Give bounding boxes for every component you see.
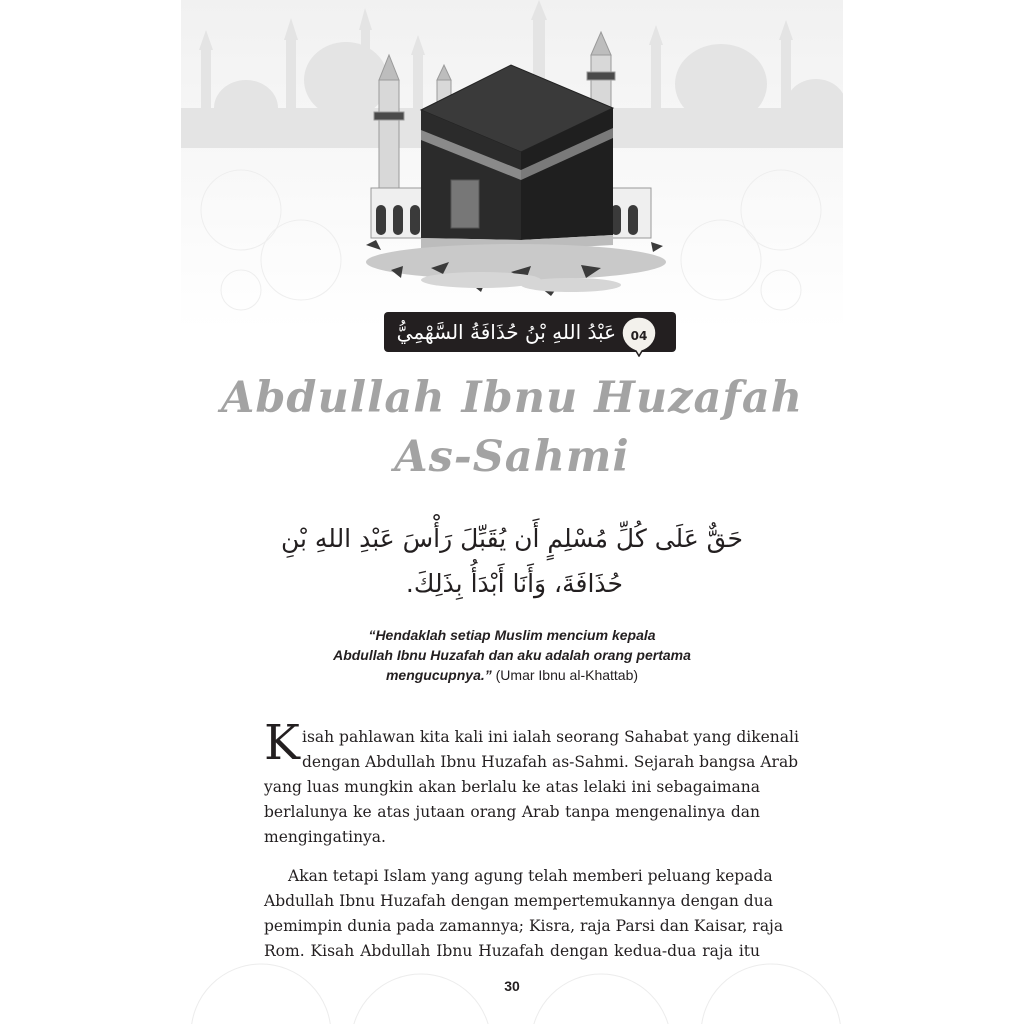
kaaba-illustration bbox=[181, 0, 843, 310]
body-line: Akan tetapi Islam yang agung telah memberi peluang kepada bbox=[288, 867, 773, 885]
arabic-quote-line2: حُذَافَةَ، وَأَنَا أَبْدَأُ بِذَلِكَ. bbox=[405, 569, 623, 598]
body-line: pemimpin dunia pada zamannya; Kisra, raja Parsi dan Kaisar, raja bbox=[264, 917, 784, 935]
body-line: dengan Abdullah Ibnu Huzafah as-Sahmi. Sejarah bangsa Arab bbox=[302, 753, 799, 771]
arabic-name-heading: عَبْدُ اللهِ بْنُ حُذَافَةُ السَّهْمِيُّ bbox=[396, 320, 616, 344]
body-line: berlalunya ke atas jutaan orang Arab tanpa mengenalinya dan bbox=[264, 803, 760, 821]
translation-line1: “Hendaklah setiap Muslim mencium kepala bbox=[368, 627, 656, 643]
body-line: yang luas mungkin akan berlalu ke atas lelaki ini sebagaimana bbox=[264, 778, 760, 796]
chapter-number: 04 bbox=[630, 329, 648, 343]
quote-attribution: (Umar Ibnu al-Khattab) bbox=[491, 667, 639, 683]
book-page bbox=[181, 0, 843, 1024]
page-number: 30 bbox=[504, 978, 520, 994]
chapter-title-line2: As-Sahmi bbox=[394, 432, 630, 482]
body-line: Abdullah Ibnu Huzafah dengan mempertemukannya dengan dua bbox=[264, 892, 773, 910]
body-line: mengingatinya. bbox=[264, 828, 386, 846]
translation-end: mengucupnya.” bbox=[385, 667, 492, 683]
dropcap: K bbox=[264, 715, 300, 771]
chapter-title: Abdullah Ibnu Huzafah bbox=[221, 373, 803, 423]
arabic-quote-line1: حَقٌّ عَلَى كُلِّ مُسْلِمٍ أَن يُقَبِّلَ رَأْسَ عَبْدِ اللهِ بْنِ bbox=[280, 524, 743, 553]
translation-line2: Abdullah Ibnu Huzafah dan aku adalah orang pertama bbox=[333, 647, 691, 663]
translation-line3 bbox=[281, 665, 743, 685]
body-line: isah pahlawan kita kali ini ialah seorang Sahabat yang dikenali bbox=[302, 728, 799, 746]
body-line: Rom. Kisah Abdullah Ibnu Huzafah dengan kedua-dua raja itu bbox=[264, 942, 760, 960]
bottom-pattern-decoration bbox=[181, 884, 843, 1024]
